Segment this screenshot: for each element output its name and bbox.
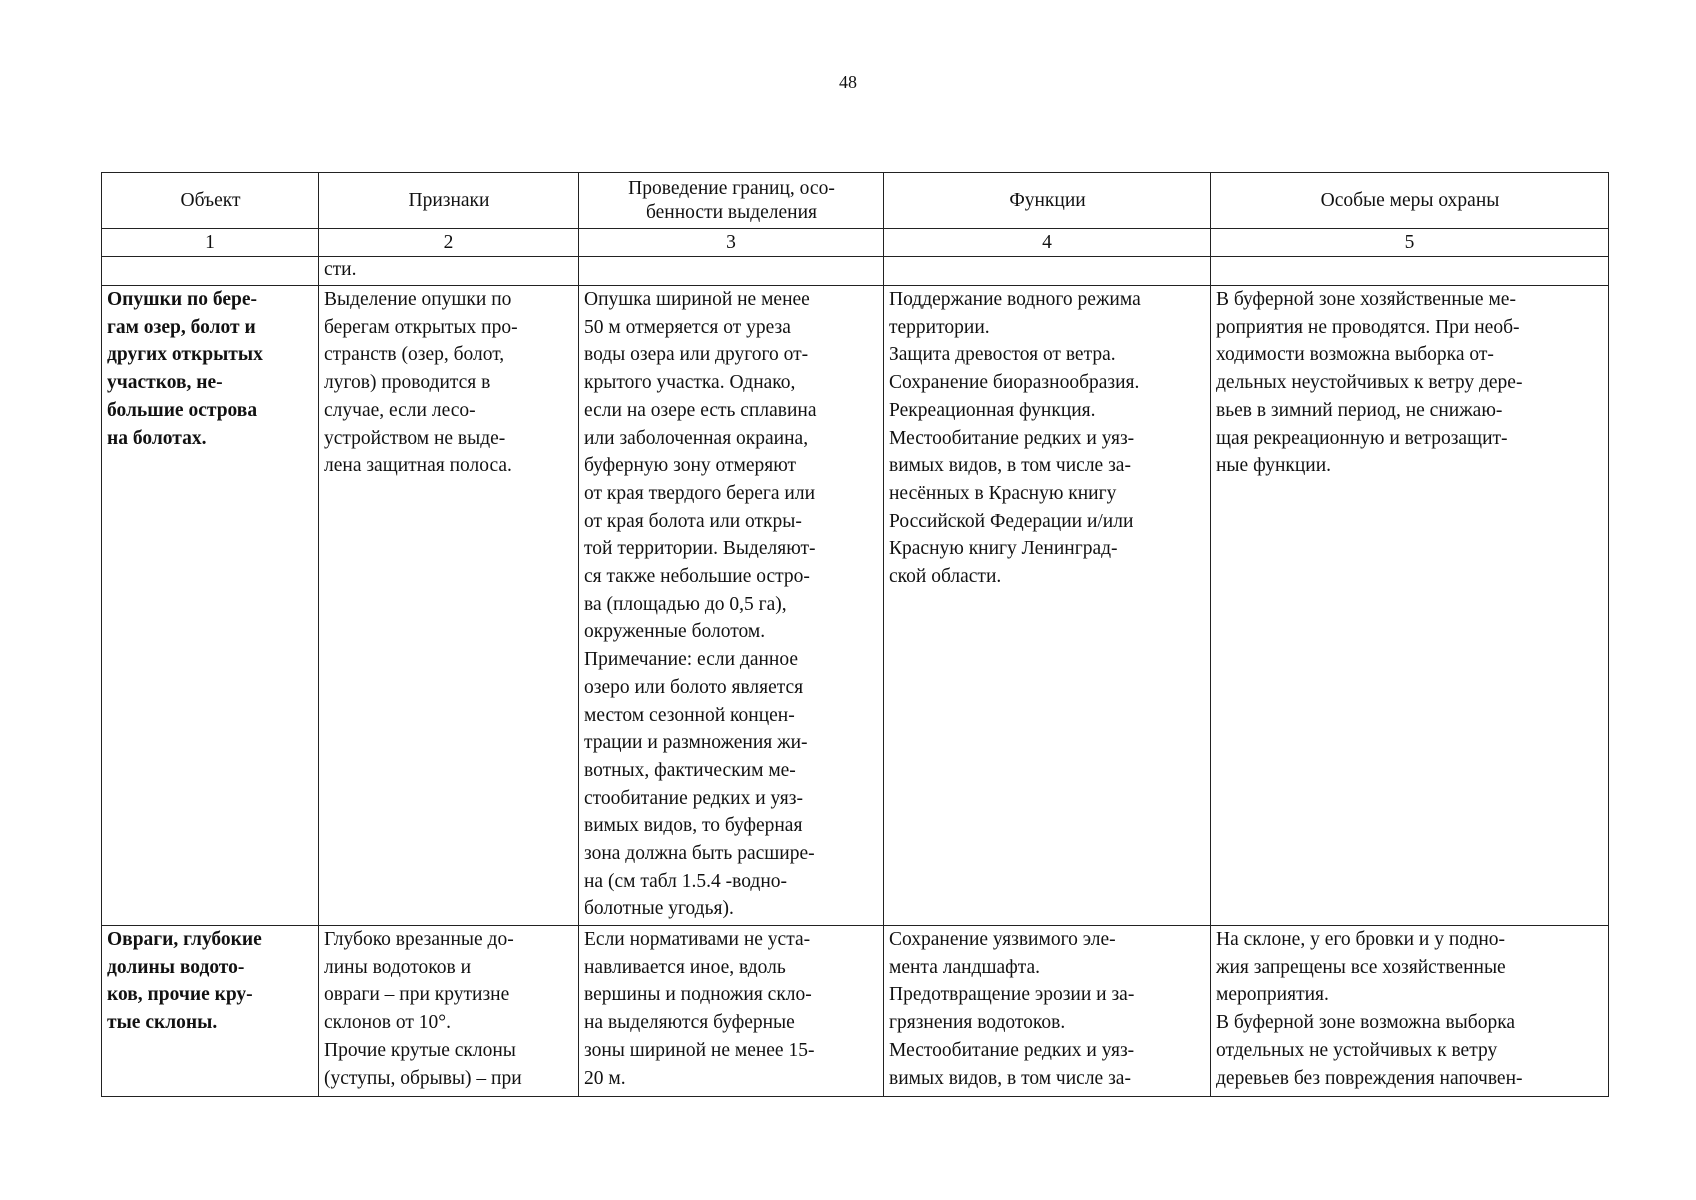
table-row bbox=[102, 926, 1609, 1097]
header-measures: Особые меры охраны bbox=[1211, 173, 1609, 229]
continuation-row bbox=[102, 257, 1609, 286]
column-number-row bbox=[102, 229, 1609, 257]
object-cell: Опушки по бере- гам озер, болот и других открытых участков, не- большие острова на болотах. bbox=[102, 286, 319, 926]
column-number: 2 bbox=[319, 229, 579, 257]
header-functions: Функции bbox=[884, 173, 1211, 229]
boundaries-cell: Если нормативами не уста- навливается иное, вдоль вершины и подножия скло- на выделяются буферные зоны шириной не менее 15- 20 м. bbox=[579, 926, 884, 1097]
table-header-row bbox=[102, 173, 1609, 229]
page-number: 48 bbox=[839, 72, 857, 92]
header-boundaries: Проведение границ, осо- бенности выделения bbox=[579, 173, 884, 229]
column-number: 3 bbox=[579, 229, 884, 257]
measures-cell: В буферной зоне хозяйственные ме- роприятия не проводятся. При необ- ходимости возможна выборка от- дельных неустойчивых к ветру дере- вьев в зимний период, не снижаю- щая рекреационную и ветрозащит- ные функции. bbox=[1211, 286, 1609, 926]
table-cell bbox=[579, 257, 884, 286]
table-cell bbox=[1211, 257, 1609, 286]
table-cell: сти. bbox=[319, 257, 579, 286]
header-object: Объект bbox=[102, 173, 319, 229]
table-cell bbox=[102, 257, 319, 286]
boundaries-cell: Опушка шириной не менее 50 м отмеряется от уреза воды озера или другого от- крытого участка. Однако, если на озере есть сплавина или заболоченная окраина, буферную зону отмеряют от края твердого берега или от края болота или откры- той территории. Выделяют- ся также небольшие остро- ва (площадью до 0,5 га), окруженные болотом. Примечание: если данное озеро или болото является местом сезонной концен- трации и размножения жи- вотных, фактическим ме- стообитание редких и уяз- вимых видов, то буферная зона должна быть расшире- на (см табл 1.5.4 -водно- болотные угодья). bbox=[579, 286, 884, 926]
measures-cell: На склоне, у его бровки и у подно- жия запрещены все хозяйственные мероприятия. В буферной зоне возможна выборка отдельных не устойчивых к ветру деревьев без повреждения напочвен- bbox=[1211, 926, 1609, 1097]
table-row bbox=[102, 286, 1609, 926]
object-cell: Овраги, глубокие долины водото- ков, прочие кру- тые склоны. bbox=[102, 926, 319, 1097]
column-number: 4 bbox=[884, 229, 1211, 257]
functions-cell: Поддержание водного режима территории. Защита древостоя от ветра. Сохранение биоразнообразия. Рекреационная функция. Местообитание редких и уяз- вимых видов, в том числе за- несённых в Красную книгу Российской Федерации и/или Красную книгу Ленинград- ской области. bbox=[884, 286, 1211, 926]
features-cell: Выделение опушки по берегам открытых про- странств (озер, болот, лугов) проводится в случае, если лесо- устройством не выде- лена защитная полоса. bbox=[319, 286, 579, 926]
features-cell: Глубоко врезанные до- лины водотоков и овраги – при крутизне склонов от 10°. Прочие крутые склоны (уступы, обрывы) – при bbox=[319, 926, 579, 1097]
measures-table bbox=[101, 172, 1609, 1097]
column-number: 5 bbox=[1211, 229, 1609, 257]
column-number: 1 bbox=[102, 229, 319, 257]
header-features: Признаки bbox=[319, 173, 579, 229]
functions-cell: Сохранение уязвимого эле- мента ландшафта. Предотвращение эрозии и за- грязнения водотоков. Местообитание редких и уяз- вимых видов, в том числе за- bbox=[884, 926, 1211, 1097]
table-cell bbox=[884, 257, 1211, 286]
